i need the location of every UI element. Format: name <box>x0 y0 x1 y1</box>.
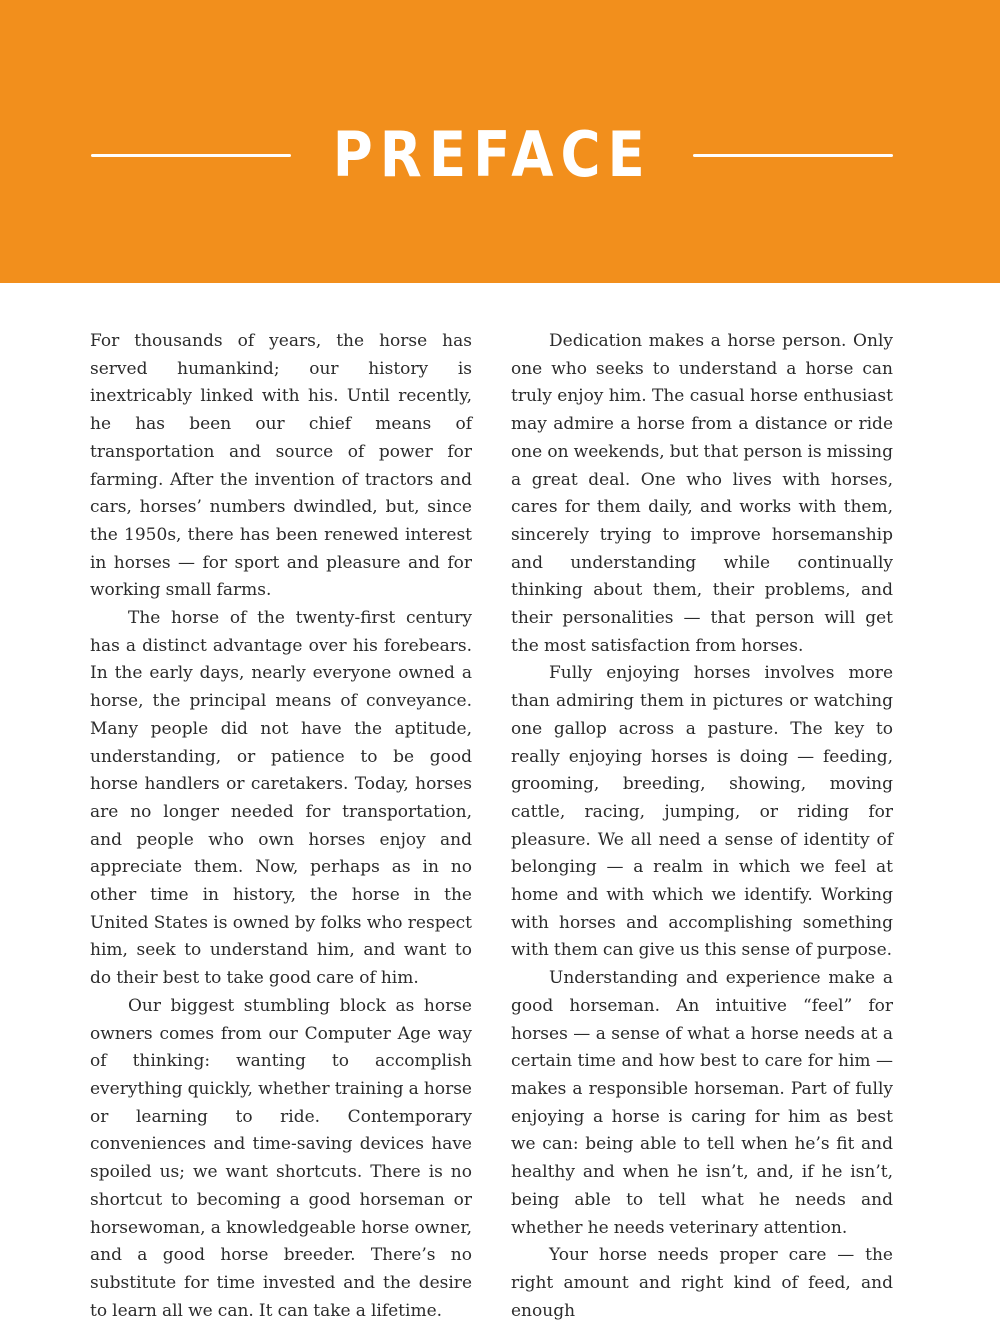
right-text-column <box>511 328 893 1321</box>
paragraph-6: Understanding and experience make a good horseman. An intuitive “feel” for horses — a sense of what a horse needs at a certain time and how best to care for him — makes a responsible horseman. Part of fully enjoying a horse is caring for him as best we can: being able to tell when he’s fit and healthy and when he isn’t, and, if he isn’t, being able to tell what he needs and whether he needs veterinary attention. <box>511 968 893 1238</box>
preface-title-row <box>91 115 893 195</box>
page-title: PREFACE <box>332 118 652 191</box>
preface-header-band <box>0 0 1000 283</box>
title-right-rule <box>693 154 893 157</box>
paragraph-3: Our biggest stumbling block as horse owners comes from our Computer Age way of thinking: wanting to accomplish everything quickly, whether training a horse or learning to ride. Contemporary conveniences and time-saving devices have spoiled us; we want shortcuts. There is no shortcut to becoming a good horseman or horsewoman, a knowledgeable horse owner, and a good horse breeder. There’s no substitute for time invested and the desire to learn all we can. It can take a lifetime. <box>90 995 472 1321</box>
paragraph-1: For thousands of years, the horse has served humankind; our history is inextricably linked with his. Until recently, he has been our chief means of transportation and source of power for farming. After the invention of tractors and cars, horses’ numbers dwindled, but, since the 1950s, there has been renewed interest in horses — for sport and pleasure and for working small farms. <box>90 331 472 601</box>
title-left-rule <box>91 154 291 157</box>
preface-body <box>90 328 893 1321</box>
paragraph-7: Your horse needs proper care — the right amount and right kind of feed, and enough <box>511 1245 893 1321</box>
left-text-column <box>90 328 472 1321</box>
paragraph-2: The horse of the twenty-first century has a distinct advantage over his forebears. In the early days, nearly everyone owned a horse, the principal means of conveyance. Many people did not have the aptitude, understanding, or patience to be good horse handlers or caretakers. Today, horses are no longer needed for transportation, and people who own horses enjoy and appreciate them. Now, perhaps as in no other time in history, the horse in the United States is owned by folks who respect him, seek to understand him, and want to do their best to take good care of him. <box>90 608 472 989</box>
paragraph-4: Dedication makes a horse person. Only one who seeks to understand a horse can truly enjoy him. The casual horse enthusiast may admire a horse from a distance or ride one on weekends, but that person is missing a great deal. One who lives with horses, cares for them daily, and works with them, sincerely trying to improve horsemanship and understanding while continually thinking about them, their problems, and their personalities — that person will get the most satisfaction from horses. <box>511 331 893 656</box>
paragraph-5: Fully enjoying horses involves more than admiring them in pictures or watching one gallop across a pasture. The key to really enjoying horses is doing — feeding, grooming, breeding, showing, moving cattle, racing, jumping, or riding for pleasure. We all need a sense of identity of belonging — a realm in which we feel at home and with which we identify. Working with horses and accomplishing something with them can give us this sense of purpose. <box>511 663 893 961</box>
